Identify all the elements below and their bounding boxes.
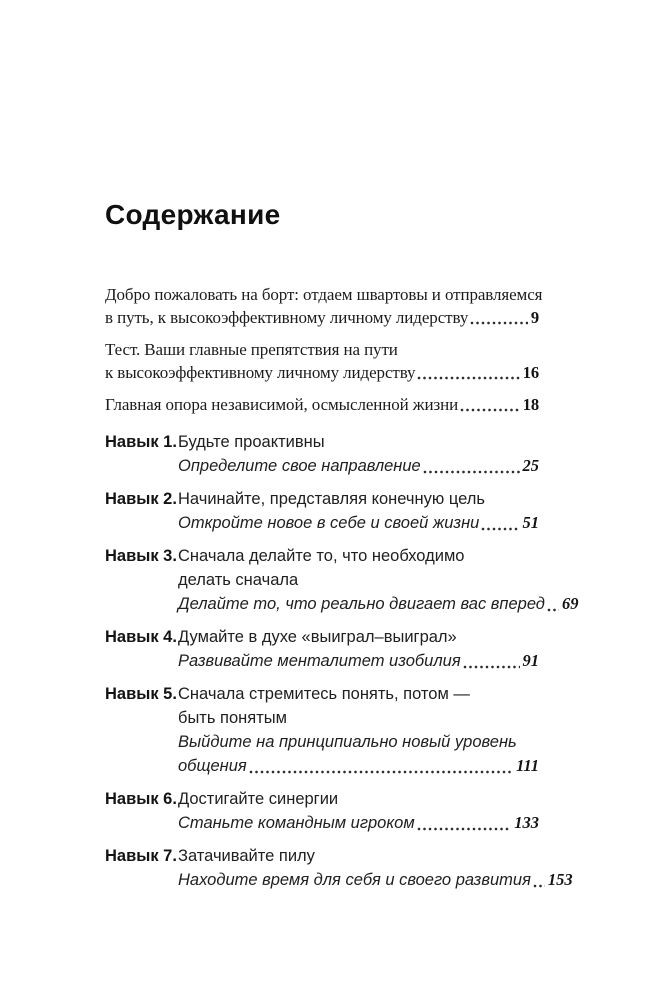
dot-leader [547, 592, 559, 616]
habit-body [178, 682, 539, 778]
habit-subtitle-text: Делайте то, что реально двигает вас вперед [178, 595, 545, 613]
toc-line-text: Главная опора независимой, осмысленной жизни [105, 395, 459, 414]
page-number: 51 [522, 513, 539, 532]
page-number: 153 [547, 870, 573, 889]
dot-leader [460, 393, 520, 416]
page-number: 9 [530, 308, 539, 327]
page-number: 18 [522, 395, 539, 414]
habit-label: Навык 1. [105, 433, 177, 451]
toc-habit-1 [105, 430, 539, 478]
toc-line-with-page [105, 393, 539, 416]
toc-line: Добро пожаловать на борт: отдаем швартовы и отправляемся [105, 285, 543, 304]
toc-habit-4 [105, 625, 539, 673]
habit-title-line: Думайте в духе «выиграл–выиграл» [178, 628, 457, 646]
dot-leader [417, 361, 519, 384]
habit-body [178, 487, 539, 535]
habit-title-line: Достигайте синергии [178, 790, 339, 808]
toc-content [105, 199, 579, 892]
toc-entry [105, 283, 543, 329]
page-number: 133 [514, 813, 539, 832]
page-number: 69 [561, 594, 579, 613]
dot-leader [463, 649, 520, 673]
habit-title-line: Сначала делайте то, что необходимо [178, 547, 465, 565]
dot-leader [470, 306, 528, 329]
habit-subtitle-line [178, 754, 539, 778]
toc-habit-5 [105, 682, 539, 778]
habit-body [178, 787, 539, 835]
habit-subtitle-line [178, 811, 539, 835]
dot-leader [423, 454, 520, 478]
habit-title-line: Будьте проактивны [178, 433, 325, 451]
habit-subtitle-line [178, 592, 579, 616]
toc-habit-6 [105, 787, 539, 835]
habit-title-line: Затачивайте пилу [178, 847, 315, 865]
habit-subtitle-text: общения [178, 757, 247, 775]
toc-habit-3 [105, 544, 579, 616]
toc-habit-7 [105, 844, 573, 892]
toc-line-with-page [105, 361, 539, 384]
toc-line: Тест. Ваши главные препятствия на пути [105, 340, 398, 359]
page-number: 25 [522, 456, 539, 475]
habit-subtitle-text: Определите свое направление [178, 457, 421, 475]
habit-subtitle-line: Выйдите на принципиально новый уровень [178, 733, 517, 751]
habit-body [178, 625, 539, 673]
habit-body [178, 544, 579, 616]
habit-title-line: Сначала стремитесь понять, потом — [178, 685, 470, 703]
habit-body [178, 430, 539, 478]
toc-entry [105, 393, 539, 416]
habit-subtitle-text: Находите время для себя и своего развития [178, 871, 531, 889]
habit-body [178, 844, 573, 892]
habit-subtitle-text: Станьте командным игроком [178, 814, 415, 832]
habit-title-line: делать сначала [178, 571, 299, 589]
habit-label: Навык 3. [105, 547, 177, 565]
habit-label: Навык 6. [105, 790, 177, 808]
habit-subtitle-text: Откройте новое в себе и своей жизни [178, 514, 480, 532]
toc-line-with-page [105, 306, 539, 329]
habit-label: Навык 5. [105, 685, 177, 703]
habit-subtitle-line [178, 649, 539, 673]
habit-label: Навык 2. [105, 490, 177, 508]
dot-leader [249, 754, 513, 778]
page-number: 16 [522, 363, 539, 382]
habit-label: Навык 4. [105, 628, 177, 646]
habit-subtitle-line [178, 454, 539, 478]
habit-subtitle-line [178, 511, 539, 535]
dot-leader [417, 811, 512, 835]
habit-title-line: быть понятым [178, 709, 287, 727]
dot-leader [533, 868, 545, 892]
page-number: 111 [516, 756, 539, 775]
habit-label: Навык 7. [105, 847, 177, 865]
habit-title-line: Начинайте, представляя конечную цель [178, 490, 485, 508]
habit-subtitle-line [178, 868, 573, 892]
toc-line-text: к высокоэффективному личному лидерству [105, 363, 416, 382]
habit-subtitle-text: Развивайте менталитет изобилия [178, 652, 461, 670]
dot-leader [481, 511, 519, 535]
page-number: 91 [522, 651, 539, 670]
habit-entries [105, 430, 579, 892]
toc-habit-2 [105, 487, 539, 535]
toc-entry [105, 338, 539, 384]
front-matter-entries [105, 283, 543, 416]
page-title: Содержание [105, 199, 281, 230]
toc-line-text: в путь, к высокоэффективному личному лидерству [105, 308, 469, 327]
